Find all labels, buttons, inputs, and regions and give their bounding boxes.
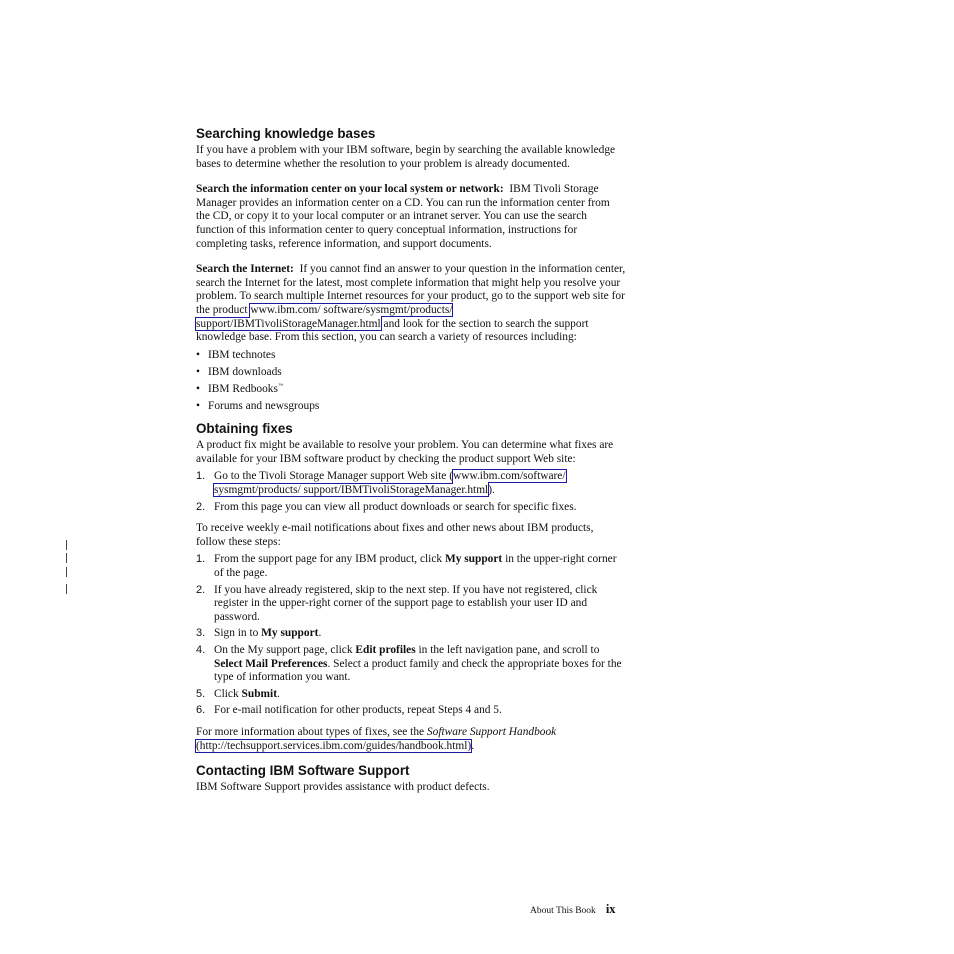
resource-list [196, 349, 626, 414]
change-bar [66, 540, 67, 550]
page-content [196, 126, 626, 807]
list-item: • Forums and newsgroups [196, 400, 626, 414]
obtaining-fixes-intro: A product fix might be available to resolve your problem. You can determine what fixes are available for your IBM software product by checking the product support Web site: [196, 439, 614, 465]
footer-label: About This Book [530, 906, 596, 916]
list-item: 3. Sign in to My support. [196, 627, 322, 640]
change-bar [66, 553, 67, 563]
trademark-symbol: ™ [277, 383, 283, 389]
internet-search-text: If you cannot find an answer to your question in the information center, search the Internet for the latest, most complete information that might help you resolve your problem. To search multiple Internet resources for your product, go to the support web site for the product [196, 263, 626, 316]
internet-search-paragraph [196, 263, 626, 345]
section-heading-obtaining-fixes: Obtaining fixes [196, 421, 293, 437]
fix-steps-list [196, 470, 626, 514]
info-center-text: IBM Tivoli Storage Manager provides an information center on a CD. You can run the information center from the CD, or copy it to your local computer or an intranet server. You can use the search function of this information center to query conceptual information, instructions for completing tasks, reference information, and support documents. [196, 183, 610, 250]
fix-support-link[interactable]: www.ibm.com/software/ sysmgmt/products/ support/IBMTivoliStorageManager.html [214, 470, 566, 497]
list-item: 2. From this page you can view all product downloads or search for specific fixes. [196, 500, 577, 513]
support-site-link[interactable]: www.ibm.com/ software/sysmgmt/products/ support/IBMTivoliStorageManager.html [196, 303, 453, 330]
info-center-paragraph [196, 183, 626, 251]
notification-intro: To receive weekly e-mail notifications about fixes and other news about IBM products, follow these steps: [196, 522, 594, 548]
page-footer [530, 902, 616, 917]
list-item: 2. If you have already registered, skip to the next step. If you have not registered, click register in the upper-right corner of the support page to establish your user ID and password. [196, 583, 598, 623]
internet-search-lead: Search the Internet: [196, 263, 294, 276]
list-item: • IBM Redbooks™ [196, 383, 626, 397]
info-center-lead: Search the information center on your local system or network: [196, 183, 504, 196]
page-number: ix [605, 902, 616, 916]
list-item: • IBM downloads [196, 366, 626, 380]
list-item: 1. From the support page for any IBM product, click My support in the upper-right corner of the page. [196, 553, 617, 580]
change-bar [66, 567, 67, 577]
notification-steps-list [196, 553, 626, 718]
list-item: 1. Go to the Tivoli Storage Manager support Web site (www.ibm.com/software/ sysmgmt/products/ support/IBMTivoliStorageManager.html). [196, 470, 566, 497]
contacting-support-text: IBM Software Support provides assistance with product defects. [196, 781, 490, 794]
section-heading-knowledge-bases: Searching knowledge bases [196, 126, 376, 141]
handbook-link[interactable]: (http://techsupport.services.ibm.com/guides/handbook.html) [196, 739, 472, 752]
list-item: • IBM technotes [196, 349, 626, 363]
list-item: 5. Click Submit. [196, 687, 280, 700]
section-heading-contacting-support: Contacting IBM Software Support [196, 763, 410, 779]
change-bar [66, 584, 67, 594]
knowledge-bases-intro: If you have a problem with your IBM software, begin by searching the available knowledge bases to determine whether the resolution to your problem is already documented. [196, 144, 616, 170]
more-info-paragraph: For more information about types of fixes, see the Software Support Handbook (http://techsupport.services.ibm.com/guides/handbook.html). [196, 725, 557, 752]
list-item: 4. On the My support page, click Edit profiles in the left navigation pane, and scroll to Select Mail Preferences. Select a product family and check the appropriate boxes for the type of information you want. [196, 643, 622, 684]
list-item: 6. For e-mail notification for other products, repeat Steps 4 and 5. [196, 704, 502, 717]
handbook-title: Software Support Handbook [426, 725, 557, 738]
internet-search-after: and look for the section to search the support knowledge base. From this section, you can search a variety of resources including: [196, 317, 589, 344]
